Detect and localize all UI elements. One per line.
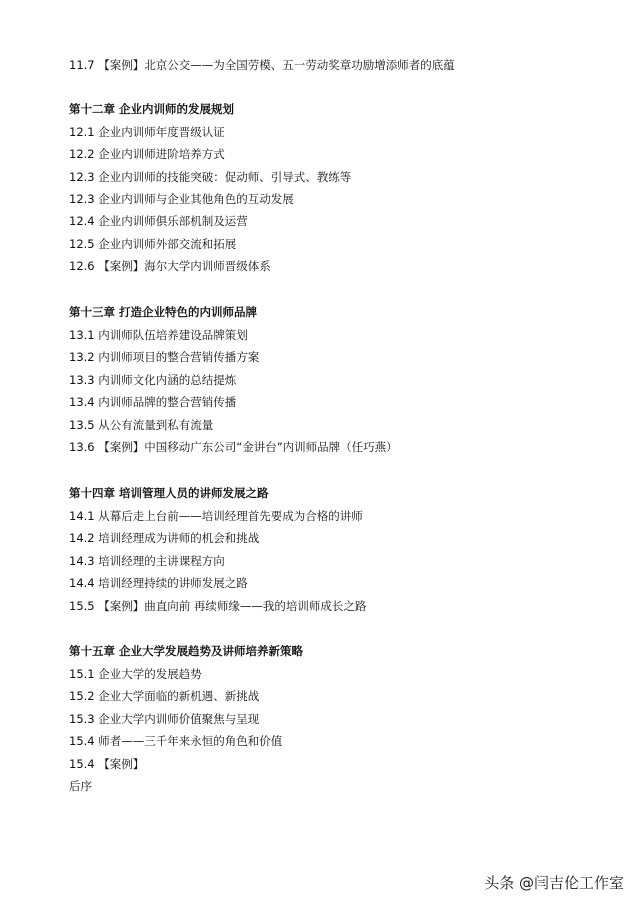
toc-entry-14-1: 14.1 从幕后走上台前——培训经理首先要成为合格的讲师	[69, 509, 363, 523]
toc-entry-13-3: 13.3 内训师文化内涵的总结提炼	[69, 373, 237, 387]
chapter-12-heading: 第十二章 企业内训师的发展规划	[69, 102, 235, 116]
toc-entry-15-1: 15.1 企业大学的发展趋势	[69, 667, 202, 681]
toc-entry-13-1: 13.1 内训师队伍培养建设品牌策划	[69, 328, 248, 342]
watermark-text: 头条 @闫吉伦工作室	[484, 874, 624, 892]
toc-entry-13-6: 13.6 【案例】中国移动广东公司“金讲台”内训师品牌（任巧燕）	[69, 440, 398, 454]
toc-entry-12-5: 12.5 企业内训师外部交流和拓展	[69, 237, 237, 251]
watermark	[484, 872, 624, 893]
toc-entry-15-4b: 15.4 【案例】	[69, 757, 145, 771]
toc-entry-15-5: 15.5 【案例】曲直向前 再续师缘——我的培训师成长之路	[69, 599, 367, 613]
toc-entry-12-2: 12.2 企业内训师进阶培养方式	[69, 147, 225, 161]
chapter-14-heading: 第十四章 培训管理人员的讲师发展之路	[69, 486, 269, 500]
toc-entry-15-3: 15.3 企业大学内训师价值聚焦与呈现	[69, 712, 260, 726]
chapter-15-heading: 第十五章 企业大学发展趋势及讲师培养新策略	[69, 644, 304, 658]
toc-entry-14-3: 14.3 培训经理的主讲课程方向	[69, 554, 225, 568]
chapter-13-heading: 第十三章 打造企业特色的内训师品牌	[69, 305, 258, 319]
toc-entry-13-4: 13.4 内训师品牌的整合营销传播	[69, 395, 237, 409]
toc-entry-13-5: 13.5 从公有流量到私有流量	[69, 418, 214, 432]
toc-entry-13-2: 13.2 内训师项目的整合营销传播方案	[69, 350, 260, 364]
toc-entry-12-6: 12.6 【案例】海尔大学内训师晋级体系	[69, 259, 271, 273]
toc-entry-12-4: 12.4 企业内训师俱乐部机制及运营	[69, 214, 248, 228]
toc-entry-12-3b: 12.3 企业内训师与企业其他角色的互动发展	[69, 192, 294, 206]
toc-entry-14-4: 14.4 培训经理持续的讲师发展之路	[69, 576, 248, 590]
toc-entry-11-7: 11.7 【案例】北京公交——为全国劳模、五一劳动奖章功励增添师者的底蕴	[69, 58, 455, 72]
toc-entry-12-3a: 12.3 企业内训师的技能突破：促动师、引导式、教练等	[69, 170, 352, 184]
toc-entry-afterword: 后序	[69, 779, 92, 793]
toc-entry-15-4a: 15.4 师者——三千年来永恒的角色和价值	[69, 734, 283, 748]
toc-entry-14-2: 14.2 培训经理成为讲师的机会和挑战	[69, 531, 260, 545]
toc-entry-15-2: 15.2 企业大学面临的新机遇、新挑战	[69, 689, 260, 703]
toc-entry-12-1: 12.1 企业内训师年度晋级认证	[69, 125, 225, 139]
